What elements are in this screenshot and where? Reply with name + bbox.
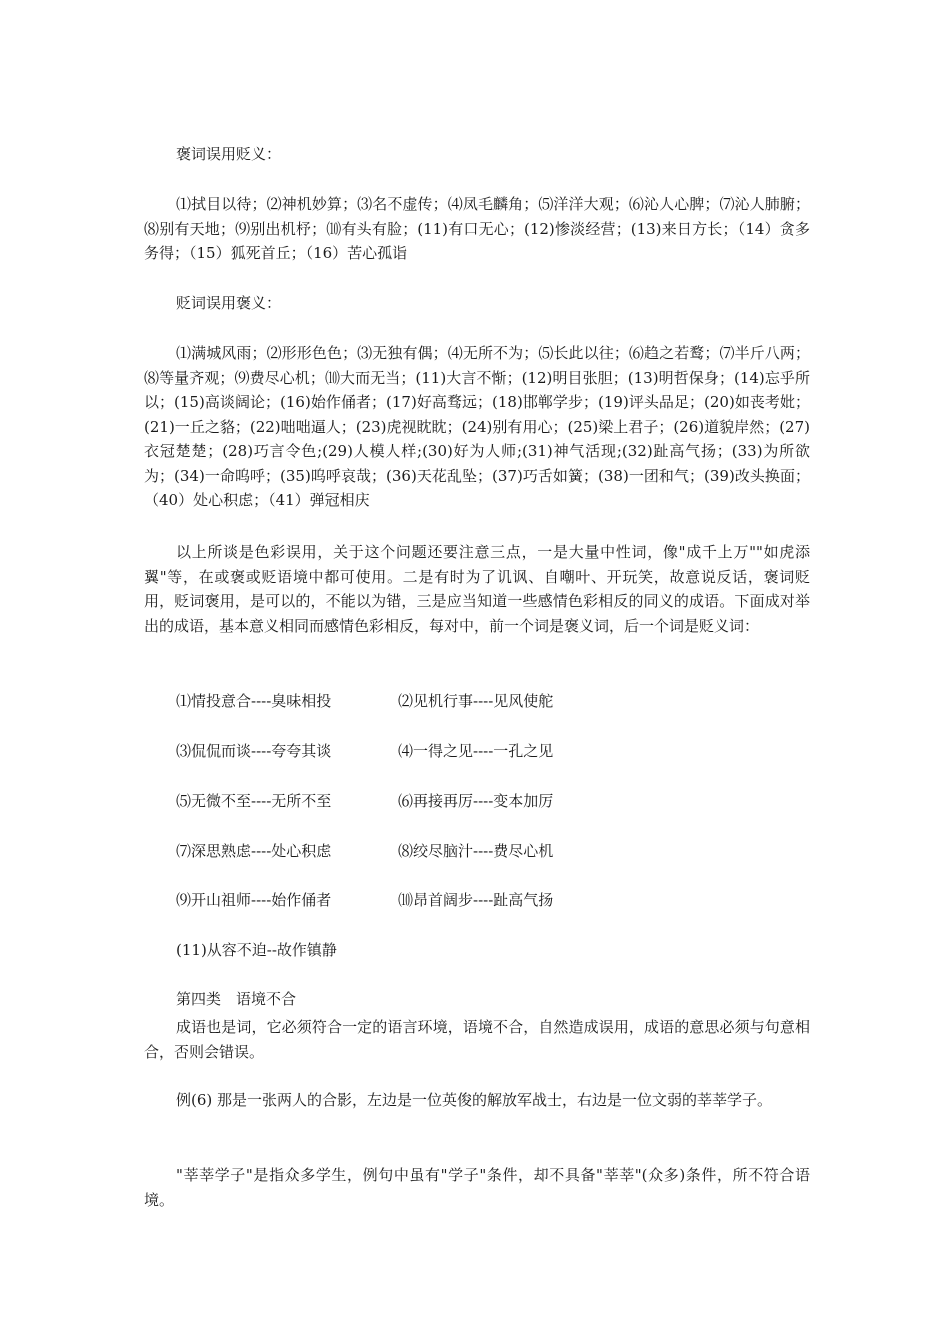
paragraph-context: 成语也是词，它必须符合一定的语言环境，语境不合，自然造成误用，成语的意思必须与句意相合，否则会错误。 [144,1018,810,1061]
idiom-pair: ⑸无微不至----无所不至 [176,792,332,810]
idiom-pair: ⑼开山祖师----始作俑者 [176,891,332,909]
idiom-pair: ⑵见机行事----见风使舵 [398,692,554,710]
idiom-pair: ⑺深思熟虑----处心积虑 [176,842,332,860]
idiom-pair-row [144,839,810,863]
idiom-pair: ⑴情投意合----臭味相投 [176,692,332,710]
idiom-pair-row [144,739,810,763]
idiom-pair: ⑻绞尽脑汁----费尽心机 [398,842,554,860]
explain-6: "莘莘学子"是指众多学生，例句中虽有"学子"条件，却不具备"莘莘"(众多)条件，所不符合语境。 [144,1166,810,1209]
idiom-pair-row [144,789,810,813]
heading-praise-misused: 褒词误用贬义： [176,145,282,163]
idiom-pair-row [144,689,810,713]
idiom-pair: ⑽昂首阔步----趾高气扬 [398,891,554,909]
example-6: 例(6) 那是一张两人的合影，左边是一位英俊的解放军战士，右边是一位文弱的莘莘学子。 [176,1091,773,1109]
idiom-pair-row [144,888,810,912]
idiom-pair-11: (11)从容不迫--故作镇静 [176,941,337,959]
idiom-pair: ⑷一得之见----一孔之见 [398,742,554,760]
list-derog-misused: ⑴满城风雨；⑵形形色色；⑶无独有偶；⑷无所不为；⑸长此以往；⑹趋之若鹜；⑺半斤八两；⑻等量齐观；⑼费尽心机；⑽大而无当；(11)大言不惭；(12)明目张胆；(13)明哲保身；(14)忘乎所以；(15)高谈阔论；(16)始作俑者；(17)好高骛远；(18)邯郸学步；(19)评头品足；(20)如丧考妣；(21)一丘之貉；(22)咄咄逼人；(23)虎视眈眈；(24)别有用心；(25)梁上君子；(26)道貌岸然；(27)衣冠楚楚；(28)巧言令色;(29)人模人样;(30)好为人师;(31)神气活现;(32)趾高气扬；(33)为所欲为；(34)一命呜呼；(35)呜呼哀哉；(36)天花乱坠；(37)巧舌如簧；(38)一团和气；(39)改头换面；（40）处心积虑；（41）弹冠相庆 [144,344,810,509]
idiom-pair: ⑹再接再厉----变本加厉 [398,792,554,810]
list-praise-misused: ⑴拭目以待；⑵神机妙算；⑶名不虚传；⑷凤毛麟角；⑸洋洋大观；⑹沁人心脾；⑺沁人肺腑；⑻别有天地；⑼别出机杼；⑽有头有脸；(11)有口无心；(12)惨淡经营；(13)来日方长；（14）贪多务得；（15）狐死首丘；（16）苦心孤诣 [144,195,810,262]
idiom-pair: ⑶侃侃而谈----夸夸其谈 [176,742,332,760]
heading-derog-misused: 贬词误用褒义： [176,294,282,312]
paragraph-explain: 以上所谈是色彩误用，关于这个问题还要注意三点，一是大量中性词，像"成千上万""如虎添翼"等，在或褒或贬语境中都可使用。二是有时为了讥讽、自嘲叶、开玩笑，故意说反话，褒词贬用，贬词褒用，是可以的，不能以为错，三是应当知道一些感情色彩相反的同义的成语。下面成对举出的成语，基本意义相同而感情色彩相反，每对中，前一个词是褒义词，后一个词是贬义词： [144,543,810,635]
section-title: 第四类 语境不合 [176,990,297,1008]
